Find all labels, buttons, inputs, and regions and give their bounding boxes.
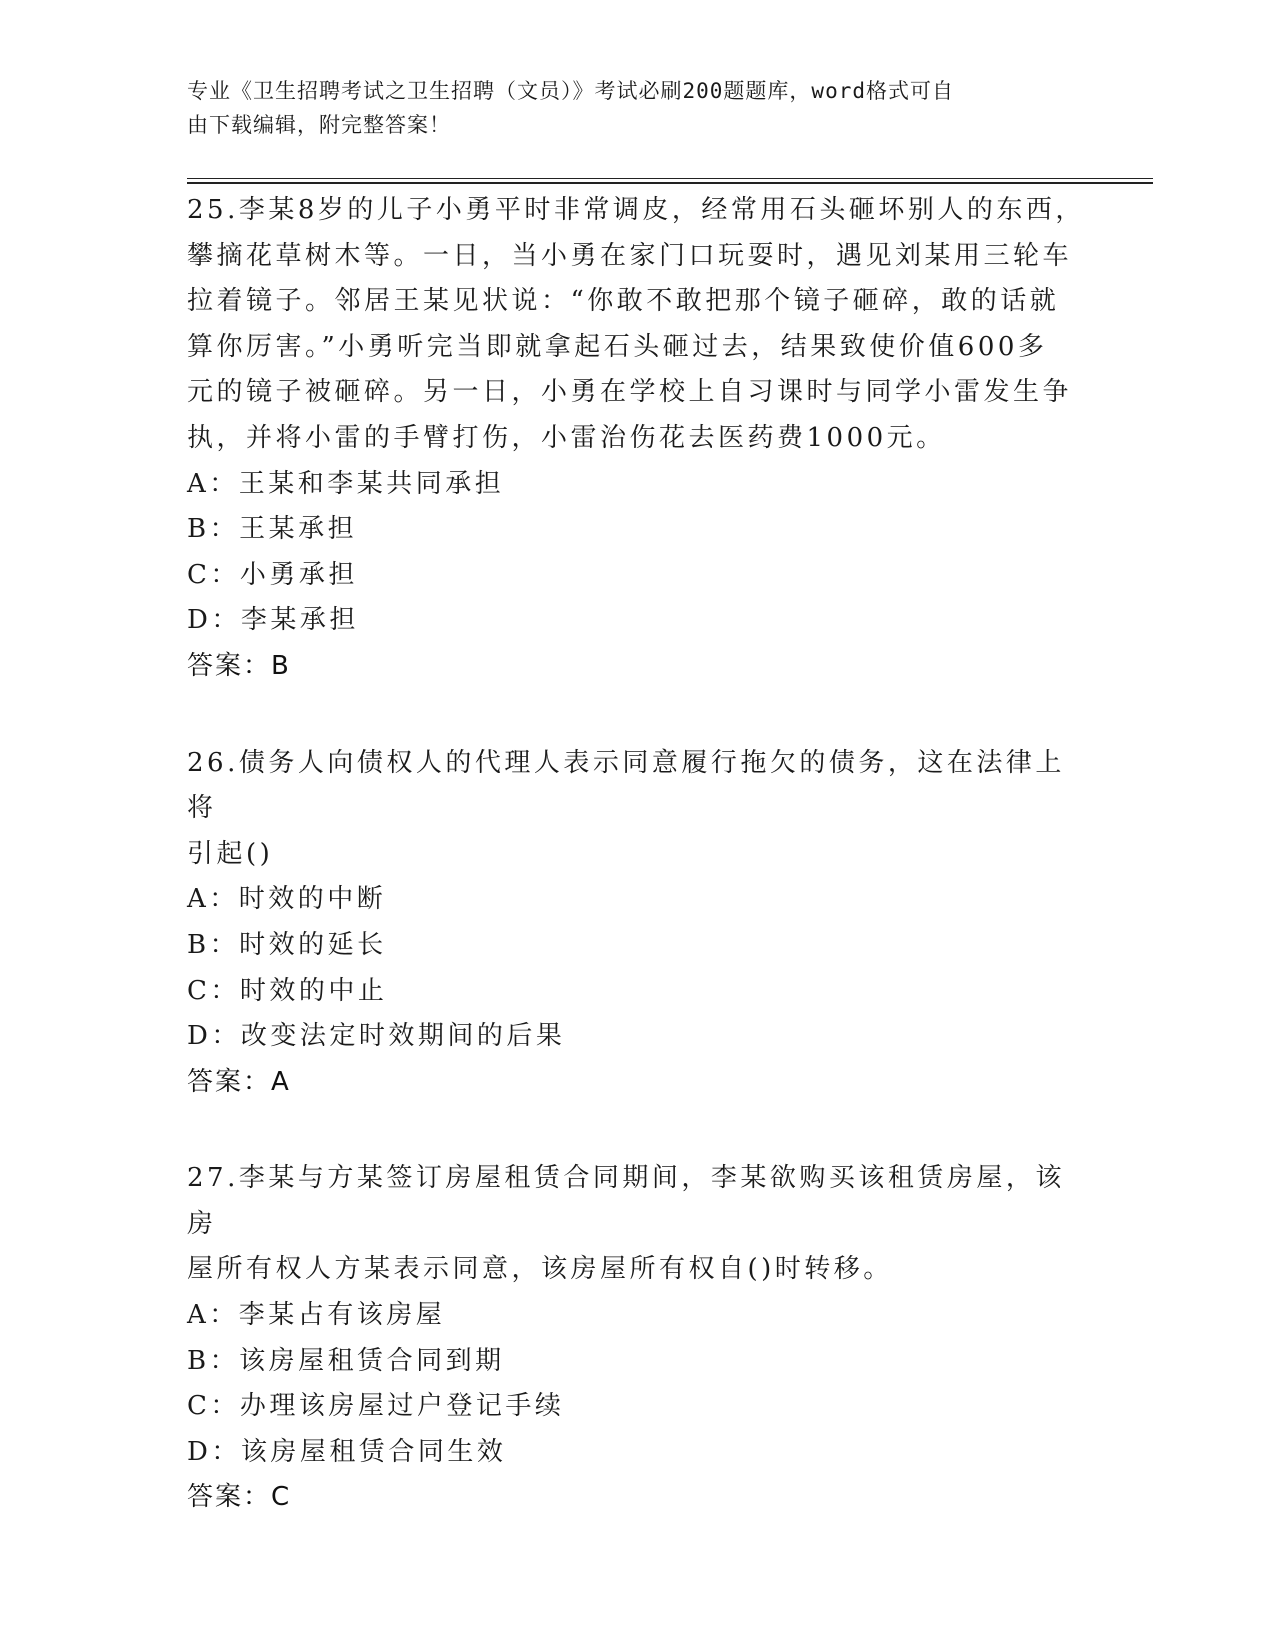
option-a: A：时效的中断 [187, 884, 387, 915]
question-stem-line: 拉着镜子。邻居王某见状说：“你敢不敢把那个镜子砸碎，敢的话就 [187, 286, 1060, 317]
question-stem-line: 算你厉害。”小勇听完当即就拿起石头砸过去，结果致使价值600多 [187, 331, 1048, 362]
question-stem-line: 引起() [187, 838, 274, 869]
header-divider-thick [187, 182, 1153, 184]
answer: 答案：A [187, 1066, 291, 1097]
question-26 [187, 741, 1087, 1106]
answer: 答案：C [187, 1482, 292, 1513]
question-stem-line: 25.李某8岁的儿子小勇平时非常调皮，经常用石头砸坏别人的东西， [187, 195, 1085, 225]
option-d: D：该房屋租赁合同生效 [187, 1436, 507, 1467]
question-stem-line: 攀摘花草树木等。一日，当小勇在家门口玩耍时，遇见刘某用三轮车 [187, 240, 1073, 271]
header-divider-thin [187, 178, 1153, 179]
answer: 答案：B [187, 650, 291, 681]
question-27 [187, 1156, 1087, 1521]
option-d: D：改变法定时效期间的后果 [187, 1021, 566, 1052]
question-list [187, 188, 1087, 1572]
option-a: A：李某占有该房屋 [187, 1300, 446, 1331]
header-line-1: 专业《卫生招聘考试之卫生招聘（文员）》考试必刷200题题库，word格式可自 [187, 79, 954, 103]
question-stem-line: 屋所有权人方某表示同意，该房屋所有权自()时转移。 [187, 1254, 893, 1285]
question-stem-line: 元的镜子被砸碎。另一日，小勇在学校上自习课时与同学小雷发生争 [187, 377, 1073, 408]
question-stem-line: 26.债务人向债权人的代理人表示同意履行拖欠的债务，这在法律上将 [187, 747, 1065, 824]
document-header [187, 74, 1067, 142]
option-c: C：办理该房屋过户登记手续 [187, 1391, 565, 1422]
question-stem-line: 执，并将小雷的手臂打伤，小雷治伤花去医药费1000元。 [187, 422, 946, 453]
option-a: A：王某和李某共同承担 [187, 468, 505, 499]
option-d: D：李某承担 [187, 605, 359, 636]
question-25 [187, 188, 1087, 690]
option-b: B：该房屋租赁合同到期 [187, 1345, 505, 1376]
option-c: C：小勇承担 [187, 559, 358, 590]
option-b: B：时效的延长 [187, 929, 387, 960]
option-b: B：王某承担 [187, 514, 358, 545]
question-stem-line: 27.李某与方某签订房屋租赁合同期间，李某欲购买该租赁房屋，该房 [187, 1163, 1065, 1239]
option-c: C：时效的中止 [187, 975, 388, 1006]
header-line-2: 由下载编辑，附完整答案！ [187, 113, 451, 137]
